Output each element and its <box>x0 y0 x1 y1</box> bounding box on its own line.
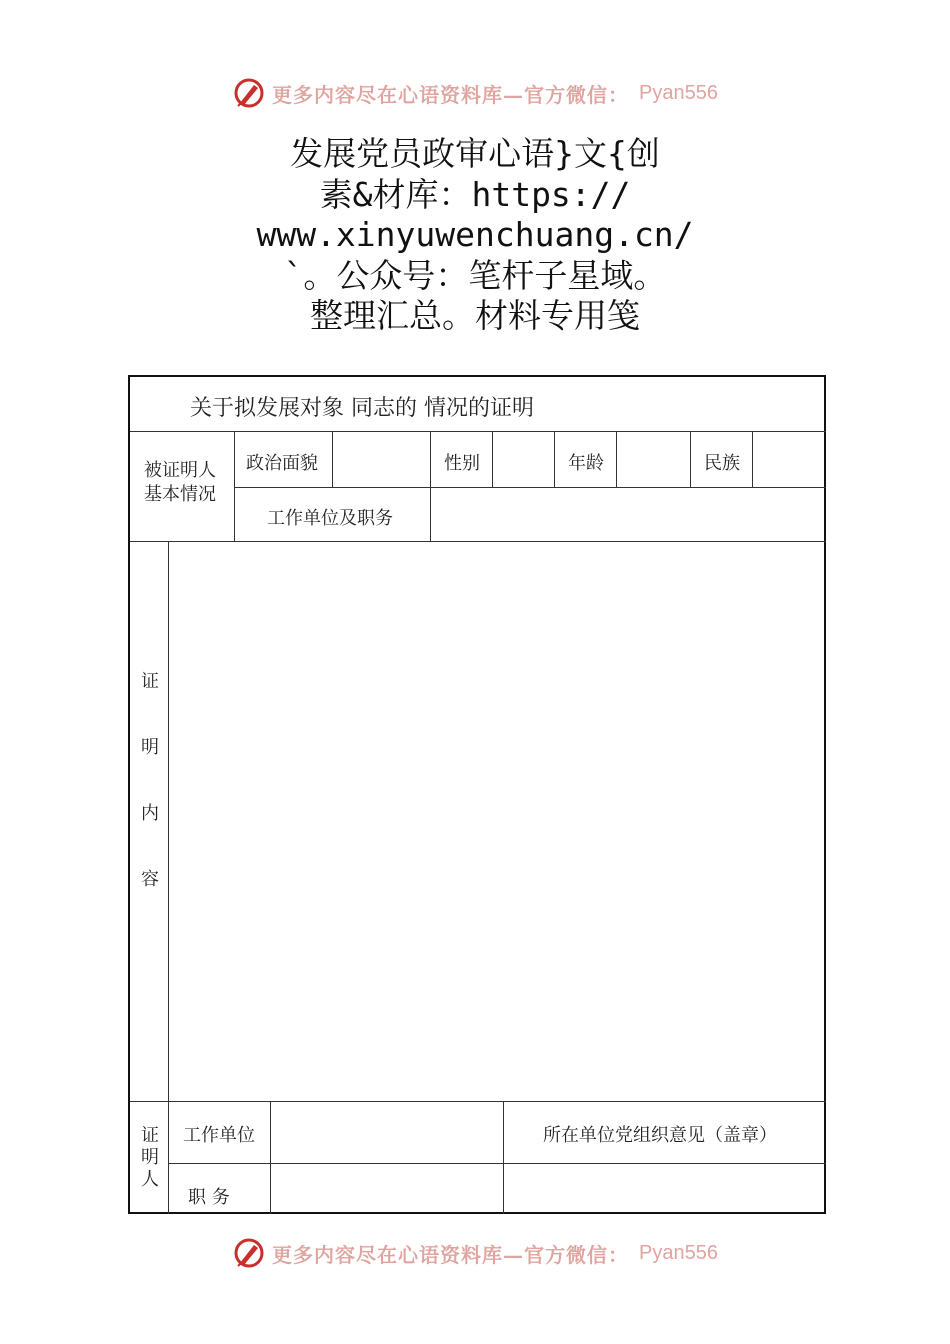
title-line-5: 整理汇总。材料专用笺 <box>310 296 640 335</box>
form-rule <box>234 431 235 541</box>
subject-label-line-2: 基本情况 <box>144 484 216 505</box>
banner-text: 更多内容尽在心语资料库—官方微信： <box>272 1242 630 1267</box>
top-watermark-banner <box>0 73 950 113</box>
ethnicity-label: 民族 <box>704 453 740 474</box>
age-field[interactable] <box>617 432 689 486</box>
certifier-label-char: 人 <box>141 1169 159 1190</box>
title-line-2: 素&材库：https:// <box>319 174 631 214</box>
work-unit-position-field[interactable] <box>431 488 825 540</box>
age-label: 年龄 <box>568 453 604 474</box>
position-field[interactable] <box>271 1164 502 1214</box>
certifier-label-char: 明 <box>141 1147 159 1168</box>
gender-field[interactable] <box>493 432 553 486</box>
work-unit-label: 工作单位 <box>183 1125 255 1146</box>
content-label-char: 明 <box>141 737 159 758</box>
banner-wechat-id: Pyan556 <box>639 81 718 104</box>
bottom-watermark-banner <box>0 1233 950 1273</box>
political-status-label: 政治面貌 <box>246 453 318 474</box>
pen-logo-icon <box>232 76 266 110</box>
title-line-3: www.xinyuwenchuang.cn/ <box>256 215 694 254</box>
certification-content-area[interactable] <box>169 542 825 1100</box>
content-label-char: 内 <box>141 803 159 824</box>
work-unit-field[interactable] <box>271 1102 502 1162</box>
party-org-opinion-label: 所在单位党组织意见（盖章） <box>543 1125 777 1146</box>
certifier-label <box>140 1125 160 1191</box>
party-org-opinion-field[interactable] <box>504 1164 825 1214</box>
title-line-4: `。公众号：笔杆子星域。 <box>283 255 667 295</box>
subject-info-label <box>144 459 216 507</box>
certifier-label-char: 证 <box>141 1125 159 1146</box>
form-rule <box>554 431 555 487</box>
content-label-char: 证 <box>141 671 159 692</box>
banner-text: 更多内容尽在心语资料库—官方微信： <box>272 82 630 107</box>
work-unit-position-label: 工作单位及职务 <box>267 508 393 529</box>
banner-wechat-id: Pyan556 <box>639 1241 718 1264</box>
pen-logo-icon <box>232 1236 266 1270</box>
title-line-1: 发展党员政审心语}文{创 <box>290 134 660 173</box>
subject-label-line-1: 被证明人 <box>144 460 216 481</box>
gender-label: 性别 <box>444 453 480 474</box>
content-label-char: 容 <box>141 869 159 890</box>
position-label: 职 务 <box>188 1187 230 1208</box>
content-label <box>140 671 160 891</box>
form-rule <box>690 431 691 487</box>
certification-form <box>128 375 826 1214</box>
political-status-field[interactable] <box>333 432 429 486</box>
document-title <box>0 134 950 337</box>
form-title: 关于拟发展对象 同志的 情况的证明 <box>190 396 534 421</box>
ethnicity-field[interactable] <box>753 432 825 486</box>
